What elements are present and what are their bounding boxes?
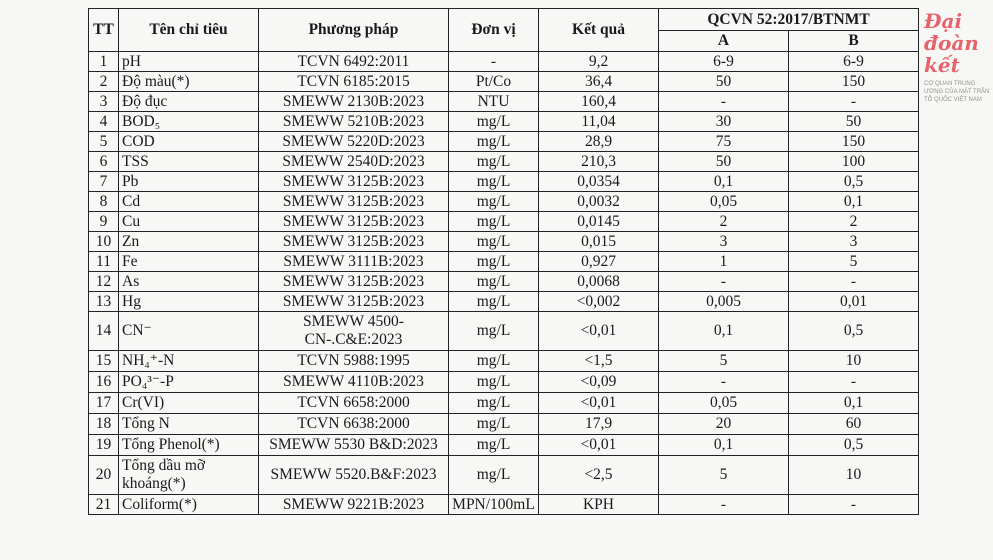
cell-tt: 6 bbox=[89, 152, 119, 172]
cell-result: <0,002 bbox=[539, 292, 659, 312]
cell-a: - bbox=[659, 372, 789, 393]
cell-result: 0,0354 bbox=[539, 172, 659, 192]
cell-name: Cr(VI) bbox=[119, 393, 259, 414]
cell-name: Fe bbox=[119, 252, 259, 272]
cell-unit: mg/L bbox=[449, 132, 539, 152]
header-b: B bbox=[789, 31, 919, 52]
cell-method: SMEWW 5210B:2023 bbox=[259, 112, 449, 132]
watermark-logo-text: Đại đoàn kết bbox=[924, 9, 979, 77]
cell-a: 0,1 bbox=[659, 172, 789, 192]
cell-unit: mg/L bbox=[449, 252, 539, 272]
cell-a: 20 bbox=[659, 414, 789, 435]
cell-name: TSS bbox=[119, 152, 259, 172]
cell-a: 5 bbox=[659, 456, 789, 495]
cell-method: SMEWW 3125B:2023 bbox=[259, 292, 449, 312]
cell-unit: mg/L bbox=[449, 351, 539, 372]
cell-tt: 3 bbox=[89, 92, 119, 112]
cell-result: 0,0145 bbox=[539, 212, 659, 232]
cell-result: <2,5 bbox=[539, 456, 659, 495]
cell-a: 75 bbox=[659, 132, 789, 152]
cell-tt: 1 bbox=[89, 52, 119, 72]
cell-result: <0,01 bbox=[539, 312, 659, 351]
cell-name: Coliform(*) bbox=[119, 495, 259, 515]
cell-b: 5 bbox=[789, 252, 919, 272]
cell-a: 3 bbox=[659, 232, 789, 252]
header-result: Kết quả bbox=[539, 9, 659, 52]
cell-name: Tổng N bbox=[119, 414, 259, 435]
cell-unit: mg/L bbox=[449, 312, 539, 351]
cell-tt: 16 bbox=[89, 372, 119, 393]
cell-tt: 21 bbox=[89, 495, 119, 515]
cell-result: 0,927 bbox=[539, 252, 659, 272]
cell-b: - bbox=[789, 272, 919, 292]
table-row bbox=[89, 272, 919, 292]
cell-result: 0,0068 bbox=[539, 272, 659, 292]
cell-b: 0,1 bbox=[789, 393, 919, 414]
cell-method: SMEWW 2130B:2023 bbox=[259, 92, 449, 112]
header-standard: QCVN 52:2017/BTNMT bbox=[659, 9, 919, 31]
cell-method: SMEWW 3125B:2023 bbox=[259, 272, 449, 292]
cell-b: 2 bbox=[789, 212, 919, 232]
cell-result: <1,5 bbox=[539, 351, 659, 372]
cell-method: SMEWW 3125B:2023 bbox=[259, 172, 449, 192]
cell-unit: mg/L bbox=[449, 192, 539, 212]
cell-unit: mg/L bbox=[449, 152, 539, 172]
cell-unit: MPN/100mL bbox=[449, 495, 539, 515]
cell-name: Zn bbox=[119, 232, 259, 252]
cell-b: 100 bbox=[789, 152, 919, 172]
cell-tt: 15 bbox=[89, 351, 119, 372]
table-row bbox=[89, 132, 919, 152]
cell-tt: 10 bbox=[89, 232, 119, 252]
cell-method: SMEWW 4110B:2023 bbox=[259, 372, 449, 393]
watermark-logo bbox=[924, 10, 990, 104]
table-row bbox=[89, 393, 919, 414]
table-row bbox=[89, 495, 919, 515]
cell-a: 0,1 bbox=[659, 312, 789, 351]
cell-method: SMEWW 3125B:2023 bbox=[259, 232, 449, 252]
cell-name: Cu bbox=[119, 212, 259, 232]
cell-b: 10 bbox=[789, 456, 919, 495]
cell-tt: 11 bbox=[89, 252, 119, 272]
cell-a: 50 bbox=[659, 152, 789, 172]
table-row bbox=[89, 292, 919, 312]
cell-name: NH₄⁺-N bbox=[119, 351, 259, 372]
cell-a: 6-9 bbox=[659, 52, 789, 72]
cell-result: KPH bbox=[539, 495, 659, 515]
cell-name: Tổng Phenol(*) bbox=[119, 435, 259, 456]
cell-a: 0,1 bbox=[659, 435, 789, 456]
cell-result: 28,9 bbox=[539, 132, 659, 152]
cell-name: Tổng dầu mỡ khoáng(*) bbox=[119, 456, 259, 495]
table-row bbox=[89, 192, 919, 212]
table-row bbox=[89, 112, 919, 132]
cell-tt: 4 bbox=[89, 112, 119, 132]
table-row bbox=[89, 232, 919, 252]
cell-b: - bbox=[789, 372, 919, 393]
cell-name: CN⁻ bbox=[119, 312, 259, 351]
cell-result: 0,0032 bbox=[539, 192, 659, 212]
table-row bbox=[89, 252, 919, 272]
cell-result: 36,4 bbox=[539, 72, 659, 92]
header-name: Tên chỉ tiêu bbox=[119, 9, 259, 52]
cell-tt: 13 bbox=[89, 292, 119, 312]
cell-method: SMEWW 3125B:2023 bbox=[259, 212, 449, 232]
cell-b: 150 bbox=[789, 72, 919, 92]
cell-name: Pb bbox=[119, 172, 259, 192]
cell-unit: mg/L bbox=[449, 372, 539, 393]
cell-tt: 14 bbox=[89, 312, 119, 351]
cell-unit: mg/L bbox=[449, 292, 539, 312]
cell-name: pH bbox=[119, 52, 259, 72]
cell-method: SMEWW 5520.B&F:2023 bbox=[259, 456, 449, 495]
cell-a: 0,005 bbox=[659, 292, 789, 312]
cell-a: - bbox=[659, 272, 789, 292]
cell-b: 0,01 bbox=[789, 292, 919, 312]
cell-unit: mg/L bbox=[449, 212, 539, 232]
table-row bbox=[89, 414, 919, 435]
cell-result: <0,01 bbox=[539, 435, 659, 456]
table-row bbox=[89, 92, 919, 112]
cell-b: - bbox=[789, 495, 919, 515]
cell-method: TCVN 6185:2015 bbox=[259, 72, 449, 92]
cell-name: Độ màu(*) bbox=[119, 72, 259, 92]
cell-unit: mg/L bbox=[449, 435, 539, 456]
cell-result: 9,2 bbox=[539, 52, 659, 72]
cell-tt: 2 bbox=[89, 72, 119, 92]
cell-name: As bbox=[119, 272, 259, 292]
cell-name: Hg bbox=[119, 292, 259, 312]
cell-tt: 17 bbox=[89, 393, 119, 414]
cell-b: 0,5 bbox=[789, 172, 919, 192]
cell-b: 3 bbox=[789, 232, 919, 252]
cell-tt: 5 bbox=[89, 132, 119, 152]
cell-a: - bbox=[659, 495, 789, 515]
results-table bbox=[88, 8, 919, 515]
cell-unit: Pt/Co bbox=[449, 72, 539, 92]
cell-result: 210,3 bbox=[539, 152, 659, 172]
cell-tt: 12 bbox=[89, 272, 119, 292]
cell-b: - bbox=[789, 92, 919, 112]
cell-a: - bbox=[659, 92, 789, 112]
cell-result: 17,9 bbox=[539, 414, 659, 435]
cell-b: 0,5 bbox=[789, 312, 919, 351]
cell-method: SMEWW 5530 B&D:2023 bbox=[259, 435, 449, 456]
cell-b: 150 bbox=[789, 132, 919, 152]
cell-b: 10 bbox=[789, 351, 919, 372]
cell-method: TCVN 6658:2000 bbox=[259, 393, 449, 414]
cell-a: 1 bbox=[659, 252, 789, 272]
cell-name: PO₄³⁻-P bbox=[119, 372, 259, 393]
cell-tt: 18 bbox=[89, 414, 119, 435]
cell-unit: mg/L bbox=[449, 112, 539, 132]
table-row bbox=[89, 72, 919, 92]
cell-tt: 20 bbox=[89, 456, 119, 495]
cell-b: 60 bbox=[789, 414, 919, 435]
cell-method: TCVN 5988:1995 bbox=[259, 351, 449, 372]
cell-unit: mg/L bbox=[449, 272, 539, 292]
cell-unit: mg/L bbox=[449, 232, 539, 252]
table-row bbox=[89, 52, 919, 72]
cell-unit: mg/L bbox=[449, 393, 539, 414]
cell-method: SMEWW 9221B:2023 bbox=[259, 495, 449, 515]
cell-method: SMEWW 2540D:2023 bbox=[259, 152, 449, 172]
header-tt: TT bbox=[89, 9, 119, 52]
cell-unit: - bbox=[449, 52, 539, 72]
cell-b: 6-9 bbox=[789, 52, 919, 72]
table-row bbox=[89, 456, 919, 495]
cell-method: SMEWW 4500-CN-.C&E:2023 bbox=[259, 312, 449, 351]
cell-method: SMEWW 3111B:2023 bbox=[259, 252, 449, 272]
cell-method: SMEWW 3125B:2023 bbox=[259, 192, 449, 212]
cell-a: 50 bbox=[659, 72, 789, 92]
table-row bbox=[89, 372, 919, 393]
header-a: A bbox=[659, 31, 789, 52]
cell-name: COD bbox=[119, 132, 259, 152]
table-row bbox=[89, 172, 919, 192]
table-row bbox=[89, 435, 919, 456]
cell-tt: 19 bbox=[89, 435, 119, 456]
cell-tt: 9 bbox=[89, 212, 119, 232]
cell-method: TCVN 6492:2011 bbox=[259, 52, 449, 72]
cell-b: 50 bbox=[789, 112, 919, 132]
header-unit: Đơn vị bbox=[449, 9, 539, 52]
table-row bbox=[89, 351, 919, 372]
cell-name: Cd bbox=[119, 192, 259, 212]
cell-a: 0,05 bbox=[659, 192, 789, 212]
cell-tt: 7 bbox=[89, 172, 119, 192]
cell-name: Độ đục bbox=[119, 92, 259, 112]
cell-method: SMEWW 5220D:2023 bbox=[259, 132, 449, 152]
cell-method: TCVN 6638:2000 bbox=[259, 414, 449, 435]
header-method: Phương pháp bbox=[259, 9, 449, 52]
cell-unit: mg/L bbox=[449, 456, 539, 495]
cell-unit: NTU bbox=[449, 92, 539, 112]
cell-a: 30 bbox=[659, 112, 789, 132]
cell-b: 0,5 bbox=[789, 435, 919, 456]
cell-result: <0,09 bbox=[539, 372, 659, 393]
cell-result: 11,04 bbox=[539, 112, 659, 132]
cell-unit: mg/L bbox=[449, 414, 539, 435]
table-row bbox=[89, 312, 919, 351]
cell-unit: mg/L bbox=[449, 172, 539, 192]
table-row bbox=[89, 212, 919, 232]
cell-a: 2 bbox=[659, 212, 789, 232]
cell-tt: 8 bbox=[89, 192, 119, 212]
cell-result: 160,4 bbox=[539, 92, 659, 112]
cell-result: 0,015 bbox=[539, 232, 659, 252]
table-row bbox=[89, 152, 919, 172]
cell-name: BOD₅ bbox=[119, 112, 259, 132]
watermark-subtitle: CƠ QUAN TRUNG ƯƠNG CỦA MẶT TRẬN TỔ QUỐC VIỆT NAM bbox=[924, 81, 990, 103]
cell-result: <0,01 bbox=[539, 393, 659, 414]
cell-a: 0,05 bbox=[659, 393, 789, 414]
cell-a: 5 bbox=[659, 351, 789, 372]
cell-b: 0,1 bbox=[789, 192, 919, 212]
